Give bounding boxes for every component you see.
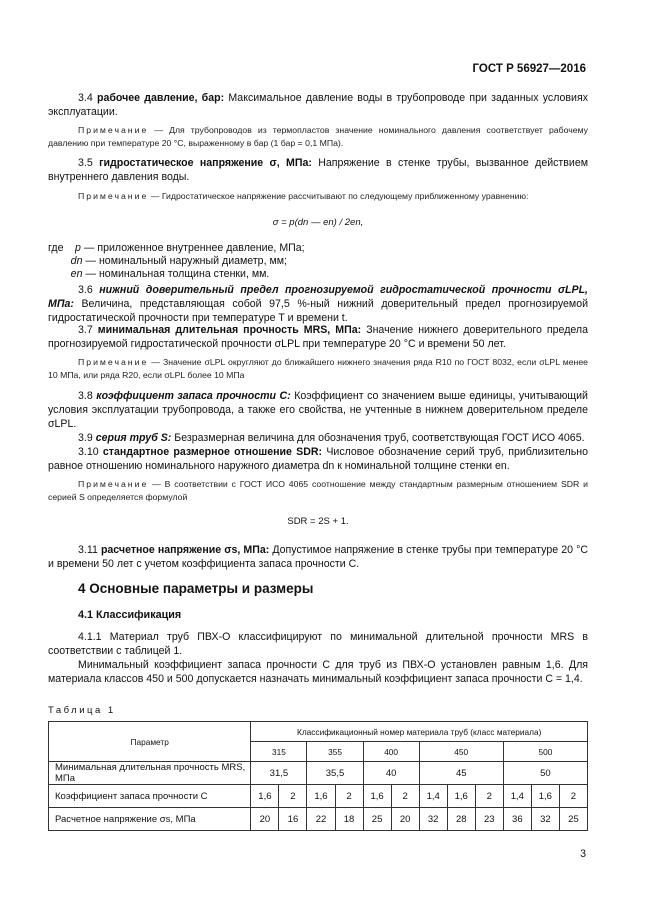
table-cell: 2	[335, 785, 363, 808]
table-row	[49, 785, 588, 808]
note-4	[48, 478, 588, 504]
row-label: Минимальная длительная прочность MRS, МПа	[49, 762, 251, 785]
table-cell: 2	[279, 785, 307, 808]
table-cell: 1,4	[419, 785, 447, 808]
paragraph-4-1-1: 4.1.1 Материал труб ПВХ-О классифицируют по минимальной длительной прочности MRS в соответствии с таблицей 1.	[48, 631, 588, 657]
table-cell: 36	[503, 808, 531, 831]
clause-term: рабочее давление, бар:	[96, 92, 225, 104]
clause-term: серия труб S:	[95, 432, 172, 444]
table-cell: 1,6	[307, 785, 335, 808]
clause-number: 3.8	[78, 390, 93, 402]
table-cell: 50	[503, 762, 587, 785]
page-number: 3	[580, 848, 586, 860]
paragraph-min-safety-factor: Минимальный коэффициент запаса прочности C для труб из ПВХ-О установлен равным 1,6. Для материала классов 450 и 500 допускается назначать минимальный коэффициент запаса прочности C = 1,4.	[48, 659, 588, 685]
note-text: — Гидростатическое напряжение рассчитывают по следующему приближенному уравнению:	[150, 191, 529, 201]
table-cell: 40	[363, 762, 419, 785]
note-2	[48, 190, 588, 203]
note-label: Примечание	[78, 357, 149, 367]
clause-number: 3.9	[78, 432, 93, 444]
table-cell: 23	[475, 808, 503, 831]
table-param-header: Параметр	[49, 722, 251, 762]
table-cell: 25	[363, 808, 391, 831]
table-class-header: 500	[503, 742, 587, 762]
note-text: — Значение σLPL округляют до ближайшего нижнего значения ряда R10 по ГОСТ 8032, если σLPL менее 10 МПа, или ряда R20, если σLPL более 10 МПа	[48, 357, 588, 380]
where-prefix: где	[48, 242, 64, 254]
table-cell: 31,5	[251, 762, 307, 785]
table-cell: 1,6	[447, 785, 475, 808]
table-cell: 1,6	[363, 785, 391, 808]
clause-text: Напряжение в стенке трубы, вызванное действием внутреннего давления воды.	[48, 157, 588, 183]
where-text: номинальная толщина стенки, мм.	[98, 268, 270, 280]
table-cell: 28	[447, 808, 475, 831]
where-text: номинальный наружный диаметр, мм;	[98, 255, 287, 267]
note-3	[48, 356, 588, 382]
section-4-1-heading: 4.1 Классификация	[78, 609, 182, 621]
row-label: Коэффициент запаса прочности C	[49, 785, 251, 808]
clause-text: Безразмерная величина для обозначения труб, соответствующая ГОСТ ИСО 4065.	[174, 432, 585, 444]
clause-3-6	[48, 283, 588, 325]
table-cell: 25	[559, 808, 587, 831]
clause-term: стандартное размерное отношение SDR:	[102, 446, 323, 458]
table-1	[48, 721, 588, 831]
table-row	[49, 762, 588, 785]
table-cell: 32	[531, 808, 559, 831]
clause-text: Числовое обозначение серий труб, приблизительно равное отношению номинального наружного диаметра dn к номинальной толщине стенки en.	[48, 446, 588, 472]
table-class-header: 355	[307, 742, 363, 762]
table-cell: 45	[419, 762, 503, 785]
table-cell: 20	[251, 808, 279, 831]
where-symbol: dn —	[70, 255, 96, 267]
formula-hydrostatic-stress: σ = p(dn — en) / 2en,	[272, 217, 364, 228]
clause-text: Допустимое напряжение в стенке трубы при температуре 20 °C и времени 50 лет с учетом коэффициента запаса прочности C.	[48, 544, 588, 570]
clause-text: Коэффициент со значением выше единицы, учитывающий условия эксплуатации трубопровода, а также его свойства, не учтенные в нижнем доверительном пределе σLPL.	[48, 390, 588, 430]
clause-number: 3.5	[78, 157, 93, 169]
clause-term: гидростатическое напряжение σ, МПа:	[99, 157, 312, 169]
clause-text: Максимальное давление воды в трубопроводе при заданных условиях эксплуатации.	[48, 92, 589, 118]
table-cell: 2	[391, 785, 419, 808]
clause-number: 3.4	[78, 92, 93, 104]
table-cell: 16	[279, 808, 307, 831]
table-caption: Таблица 1	[48, 705, 116, 716]
table-class-header: 400	[363, 742, 419, 762]
clause-3-10	[48, 445, 588, 473]
table-cell: 20	[391, 808, 419, 831]
where-symbol: p —	[74, 242, 95, 254]
clause-3-4	[48, 91, 588, 119]
clause-number: 3.6	[78, 284, 93, 296]
table-group-header: Классификационный номер материала труб (класс материала)	[251, 722, 588, 742]
note-label: Примечание	[78, 479, 149, 489]
table-class-header: 315	[251, 742, 307, 762]
clause-3-11	[48, 543, 588, 571]
note-text: — В соответствии с ГОСТ ИСО 4065 соотношение между стандартным размерным отношением SDR и серией S определяется формулой	[48, 479, 588, 502]
clause-number: 3.7	[78, 324, 93, 336]
clause-3-8	[48, 389, 588, 431]
table-cell: 22	[307, 808, 335, 831]
where-symbol: en —	[70, 268, 96, 280]
clause-term: расчетное напряжение σs, МПа:	[100, 544, 270, 556]
note-label: Примечание	[78, 125, 149, 135]
clause-3-9	[48, 431, 588, 445]
table-cell: 2	[475, 785, 503, 808]
table-class-header: 450	[419, 742, 503, 762]
table-cell: 1,6	[251, 785, 279, 808]
row-label: Расчетное напряжение σs, МПа	[49, 808, 251, 831]
where-text: приложенное внутреннее давление, МПа;	[97, 242, 305, 254]
clause-term: коэффициент запаса прочности C:	[96, 390, 291, 402]
where-list	[48, 242, 305, 281]
table-cell: 18	[335, 808, 363, 831]
table-cell: 1,6	[531, 785, 559, 808]
section-4-heading: 4 Основные параметры и размеры	[78, 581, 314, 596]
table-cell: 2	[559, 785, 587, 808]
clause-number: 3.11	[78, 544, 98, 556]
note-label: Примечание	[78, 191, 149, 201]
note-text: — Для трубопроводов из термопластов значение номинального давления соответствует рабочему давлению при температуре 20 °C, выраженному в бар (1 бар = 0,1 МПа).	[48, 125, 588, 148]
table-cell: 35,5	[307, 762, 363, 785]
clause-text: Величина, представляющая собой 97,5 %-ный нижний доверительный предел прогнозируемой гидростатической прочности при температуре T и времени t.	[48, 298, 588, 324]
clause-3-5	[48, 156, 588, 184]
table-row	[49, 808, 588, 831]
table-cell: 1,4	[503, 785, 531, 808]
clause-3-7	[48, 323, 588, 351]
table-cell: 32	[419, 808, 447, 831]
clause-text: Значение нижнего доверительного предела прогнозируемой гидростатической прочности σLPL при температуре 20 °C и времени 50 лет.	[48, 324, 588, 350]
formula-sdr: SDR = 2S + 1.	[287, 516, 349, 527]
clause-term: нижний доверительный предел прогнозируемой гидростатической прочности σLPL, МПа:	[48, 284, 588, 310]
clause-number: 3.10	[78, 446, 99, 458]
note-1	[48, 124, 588, 150]
document-code: ГОСТ Р 56927—2016	[472, 63, 586, 75]
clause-term: минимальная длительная прочность MRS, МПа:	[97, 324, 362, 336]
